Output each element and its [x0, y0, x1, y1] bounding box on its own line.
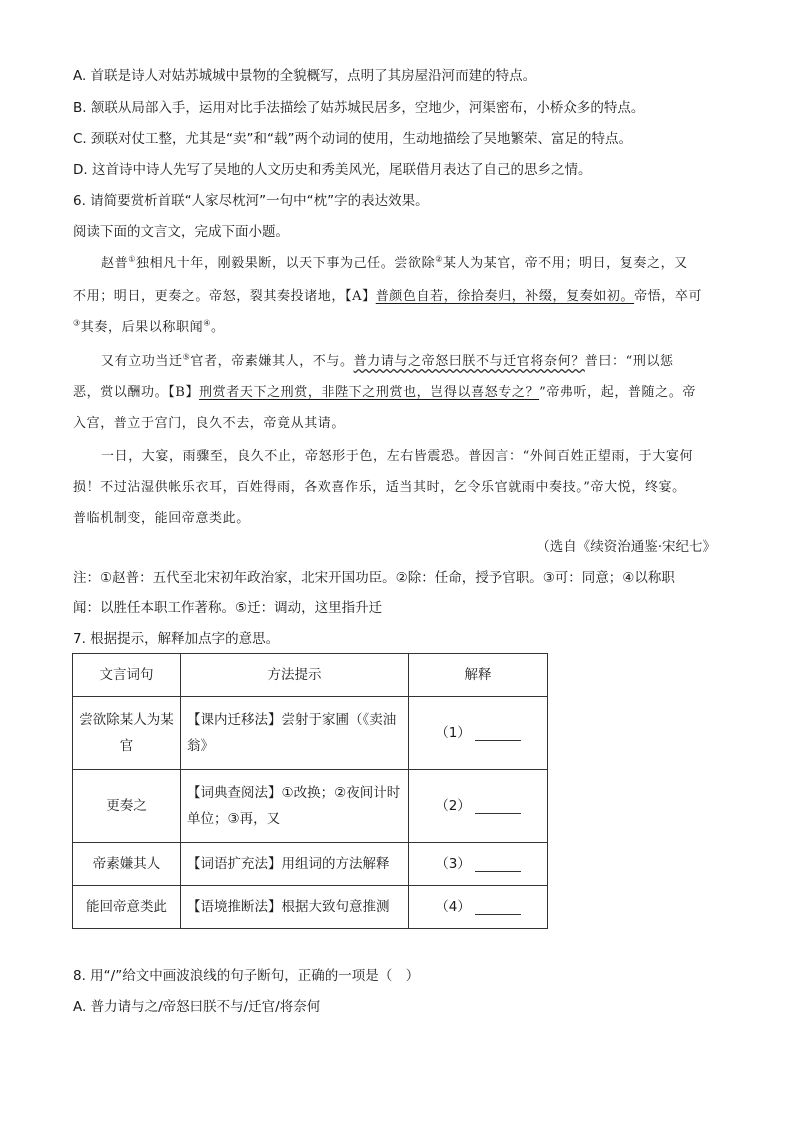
cell-phrase: 帝素嫌其人 — [73, 843, 181, 886]
option-d: D. 这首诗中诗人先写了吴地的人文历史和秀美风光，尾联借月表达了自己的思乡之情。 — [73, 162, 592, 178]
wavy-sentence: 普力请与之帝怒曰朕不与迁官将奈何？ — [353, 354, 585, 369]
answer-blank[interactable] — [475, 799, 521, 814]
answer-blank[interactable] — [475, 857, 521, 872]
option-c: C. 颈联对仗工整，尤其是“卖”和“载”两个动词的使用，生动地描绘了吴地繁荣、富足的特点。 — [73, 131, 632, 147]
cell-answer[interactable] — [409, 770, 548, 843]
passage-line: 入宫，普立于宫门，良久不去，帝竟从其请。 — [73, 416, 346, 431]
option-8a: A. 普力请与之/帝怒曰朕不与/迁官/将奈何 — [73, 999, 321, 1015]
header-answer: 解释 — [409, 654, 548, 697]
passage-line: 普临机制变，能回帝意类此。 — [73, 511, 250, 526]
question-6: 6. 请简要赏析首联“人家尽枕河”一句中“枕”字的表达效果。 — [73, 193, 429, 209]
source-citation: （选自《续资治通鉴·宋纪七》 — [536, 539, 716, 555]
answer-label: （4） — [435, 899, 471, 915]
note-marker: ③ — [73, 318, 81, 328]
underlined-sentence-a: 普颜色自若，徐拾奏归，补缀，复奏如初。 — [375, 289, 635, 304]
passage-text: 官者，帝素嫌其人，不与。 — [190, 354, 354, 369]
cell-phrase: 尝欲除某人为某官 — [73, 697, 181, 770]
passage-text: ”帝弗听，起，普随之。帝 — [539, 385, 696, 400]
passage-text: 赵普 — [101, 256, 129, 271]
answer-blank[interactable] — [475, 900, 521, 915]
passage-text: 某人为某官，帝不用；明日，复奏之，又 — [442, 256, 688, 271]
note-marker: ⑤ — [182, 352, 191, 362]
cell-hint: 【词语扩充法】用组词的方法解释 — [181, 843, 409, 886]
cell-answer[interactable] — [409, 843, 548, 886]
cell-answer[interactable] — [409, 697, 548, 770]
answer-blank[interactable] — [475, 726, 521, 741]
table-row — [73, 770, 548, 843]
option-b: B. 颔联从局部入手，运用对比手法描绘了姑苏城民居多，空地少，河渠密布，小桥众多的特点。 — [73, 100, 645, 116]
header-hint: 方法提示 — [181, 654, 409, 697]
passage-text: 其奏，后果以称职闻 — [80, 320, 204, 335]
answer-label: （2） — [435, 798, 471, 814]
passage-text: 普曰：“刑以惩 — [584, 354, 674, 369]
note-marker: ④ — [203, 318, 211, 328]
reading-intro: 阅读下面的文言文，完成下面小题。 — [73, 224, 289, 240]
answer-label: （3） — [435, 856, 471, 872]
passage-line: 一日，大宴，雨骤至，良久不止，帝怒形于色，左右皆震恐。普因言：“外间百姓正望雨，于大宴何 — [101, 449, 694, 464]
cell-phrase: 更奏之 — [73, 770, 181, 843]
underlined-sentence-b: 刑赏者天下之刑赏，非陛下之刑赏也，岂得以喜怒专之？ — [199, 385, 540, 400]
passage-text: 恶，赏以酬功。【B】 — [73, 385, 200, 400]
table-header-row — [73, 654, 548, 697]
cell-hint: 【课内迁移法】尝射于家圃（《卖油翁》 — [181, 697, 409, 770]
cell-answer[interactable] — [409, 886, 548, 929]
option-a: A. 首联是诗人对姑苏城城中景物的全貌概写，点明了其房屋沿河而建的特点。 — [73, 68, 537, 84]
question-8: 8. 用“/”给文中画波浪线的句子断句，正确的一项是（ ） — [73, 968, 420, 984]
header-phrase: 文言词句 — [73, 654, 181, 697]
passage-line — [101, 352, 674, 372]
note-marker: ② — [435, 254, 443, 264]
table-row — [73, 886, 548, 929]
cell-hint: 【语境推断法】根据大致句意推测 — [181, 886, 409, 929]
passage-line — [73, 318, 225, 338]
note-marker: ① — [128, 254, 136, 264]
method-table — [72, 653, 548, 929]
passage-line — [73, 287, 702, 307]
passage-text: 。 — [210, 320, 225, 335]
table-row — [73, 697, 548, 770]
passage-text: 又有立功当迁 — [101, 354, 183, 369]
passage-line — [73, 383, 696, 403]
passage-text: 不用；明日，更奏之。帝怒，裂其奏投诸地，【A】 — [73, 289, 376, 304]
passage-text: 独相凡十年，刚毅果断，以天下事为己任。尝欲除 — [135, 256, 436, 271]
table-row — [73, 843, 548, 886]
passage-line: 损！不过沾湿供帐乐衣耳，百姓得雨，各欢喜作乐，适当其时，乞令乐官就雨中奏技。”帝大悦，终宴。 — [73, 480, 686, 495]
cell-hint: 【词典查阅法】①改换；②夜间计时单位；③再，又 — [181, 770, 409, 843]
passage-line — [101, 254, 688, 274]
answer-label: （1） — [435, 725, 471, 741]
passage-text: 帝悟，卒可 — [634, 289, 703, 304]
question-7: 7. 根据提示，解释加点字的意思。 — [73, 631, 280, 647]
cell-phrase: 能回帝意类此 — [73, 886, 181, 929]
notes-line-2: 闻：以胜任本职工作著称。⑤迁：调动，这里指升迁 — [73, 600, 383, 616]
notes-line-1: 注：①赵普：五代至北宋初年政治家，北宋开国功臣。②除：任命，授予官职。③可：同意；④以称职 — [73, 570, 675, 586]
